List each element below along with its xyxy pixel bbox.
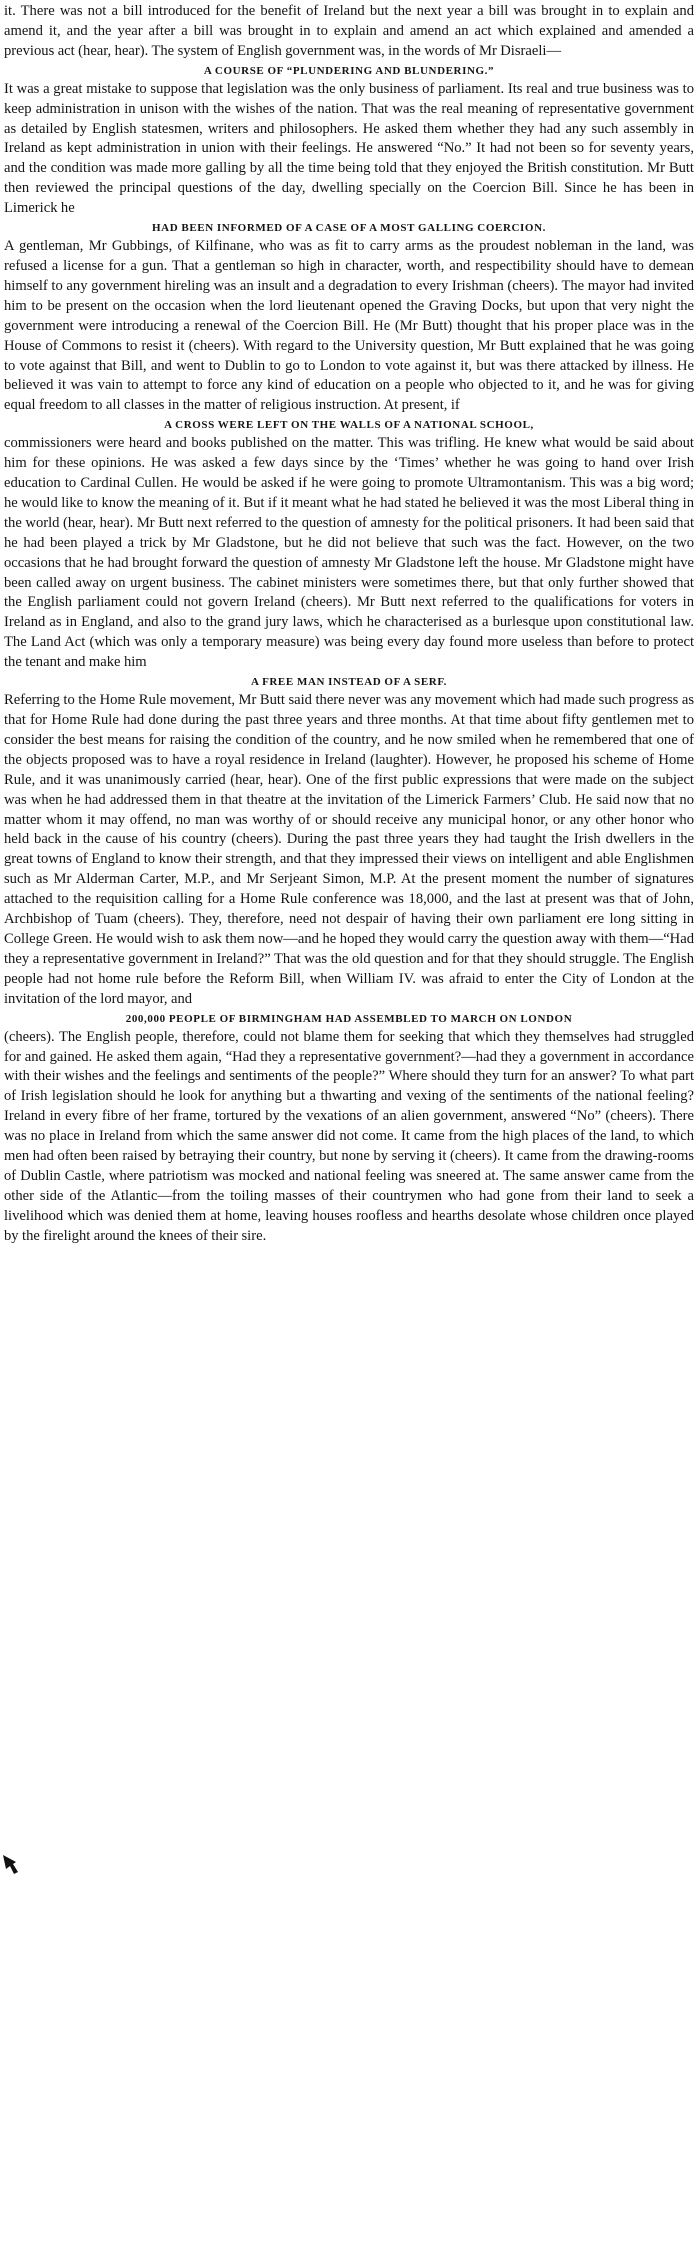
paragraph-1: it. There was not a bill introduced for the benefit of Ireland but the next year a bill was brought in to explain and amend it, and the year after a bill was brought in to explain and amend an act which explained and amended a previous act (hear, hear). The system of English government was, in the words of Mr Disraeli— [4, 3, 694, 59]
paragraph-6: (cheers). The English people, therefore, could not blame them for seeking that which they themselves had struggled for and gained. He asked them again, “Had they a representative government?—had they a government in accordance with their wishes and the feelings and sentiments of the people?” Where should they turn for an answer? To what part of Irish legislation should he look for anything but a thwarting and vexing of the sentiments of the national feeling? Ireland in every fibre of her frame, tortured by the vexations of an alien government, answered “No” (cheers). There was no place in Ireland from which the same answer did not come. It came from the high places of the land, to which men had often been raised by betraying their country, but none by serving it (cheers). It came from the drawing-rooms of Dublin Castle, where patriotism was mocked and national feeling was sneered at. The same answer came from the other side of the Atlantic—from the toiling masses of their countrymen who had gone from their land to seek a livelihood which was denied them at home, leaving houses roofless and hearths desolate whose children once played by the firelight around the knees of their sire. [4, 1028, 694, 1244]
paragraph-5: Referring to the Home Rule movement, Mr Butt said there never was any movement which had made such progress as that for Home Rule had done during the past three years and three months. At that time about fifty gentlemen met to consider the best means for raising the condition of the country, and he now smiled when he remembered that one of the objects proposed was to have a royal residence in Ireland (laughter). However, he proposed his scheme of Home Rule, and it was unanimously carried (hear, hear). One of the first public expressions that were made on the subject was when he had addressed them in that theatre at the invitation of the Limerick Farmers’ Club. He said now that no matter whom it may offend, no man was worthy of or should receive any municipal honor, or any other honor who held back in the cause of his country (cheers). During the past three years they had taught the Irish dwellers in the great towns of England to know their strength, and that they impressed their views on intelligent and able Englishmen such as Mr Alderman Carter, M.P., and Mr Serjeant Simon, M.P. At the present moment the number of signatures attached to the requisition calling for a Home Rule conference was 18,000, and the last at present was that of John, Archbishop of Tuam (cheers). They, therefore, need not despair of having their own parliament ere long sitting in College Green. He would wish to ask them now—and he hoped they would carry the question away with them—“Had they a representative government in Ireland?” That was the old question and for that they should struggle. The English people had not home rule before the Reform Bill, when William IV. was afraid to enter the City of London at the invitation of the lord mayor, and [4, 692, 694, 1007]
pointing-hand-mark-icon [2, 1853, 20, 1875]
subheading-national-school: A CROSS WERE LEFT ON THE WALLS OF A NATIONAL SCHOOL, [164, 419, 534, 432]
paragraph-4: commissioners were heard and books published on the matter. This was trifling. He knew what would be said about him for these opinions. He was asked a few days since by the ‘Times’ whether he was going to hand over Irish education to Cardinal Cullen. He would be asked if he were going to promote Ultramontanism. This was a big word; he would like to know the meaning of it. But if it meant what he had stated he believed it was the most Liberal thing in the world (hear, hear). Mr Butt next referred to the question of amnesty for the political prisoners. It had been said that he had been played a trick by Mr Gladstone, but he did not believe that such was the fact. However, on the two occasions that he had brought forward the question of amnesty Mr Gladstone left the house. Mr Gladstone might have been called away on urgent business. The cabinet ministers were sometimes there, but that only further showed that the English parliament could not govern Ireland (cheers). Mr Butt next referred to the qualifications for voters in Ireland as in England, and also to the grand jury laws, which he characterised as a burlesque upon constitutional law. The Land Act (which was only a temporary measure) was being every day found more useless than before to protect the tenant and make him [4, 435, 694, 671]
paragraph-3: A gentleman, Mr Gubbings, of Kilfinane, who was as fit to carry arms as the proudest nobleman in the land, was refused a license for a gun. That a gentleman so high in character, worth, and respectibility should have to demean himself to any government hireling was an insult and a degradation to every Irishman (cheers). The mayor had invited him to be present on the occasion when the lord lieutenant opened the Graving Docks, but upon that very night the government were introducing a renewal of the Coercion Bill. He (Mr Butt) thought that his proper place was in the House of Commons to resist it (cheers). With regard to the University question, Mr Butt explained that he was going to vote against that Bill, and went to Dublin to go to London to vote against it, but was there attacked by illness. He believed it was vain to attempt to force any kind of education on a people who objected to it, and he was for giving equal freedom to all classes in the matter of religious instruction. At present, if [4, 238, 694, 414]
subheading-plundering: A COURSE OF “PLUNDERING AND BLUNDERING.” [203, 64, 495, 77]
paragraph-2: It was a great mistake to suppose that legislation was the only business of parliament. Its real and true business was to keep administration in unison with the wishes of the nation. That was the real meaning of representative government as detailed by English statesmen, writers and philosophers. He asked them whether they had any such assembly in Ireland as kept administration in union with their feelings. He answered “No.” It had not been so for seventy years, and the condition was made more galling by all the time being told that they enjoyed the British constitution. Mr Butt then reviewed the principal questions of the day, dwelling specially on the Coercion Bill. Since he has been in Limerick he [4, 80, 694, 217]
subheading-coercion: HAD BEEN INFORMED OF A CASE OF A MOST GALLING COERCION. [152, 222, 546, 235]
subheading-birmingham: 200,000 PEOPLE OF BIRMINGHAM HAD ASSEMBLED TO MARCH ON LONDON [125, 1012, 573, 1025]
subheading-free-man: A FREE MAN INSTEAD OF A SERF. [250, 676, 447, 689]
